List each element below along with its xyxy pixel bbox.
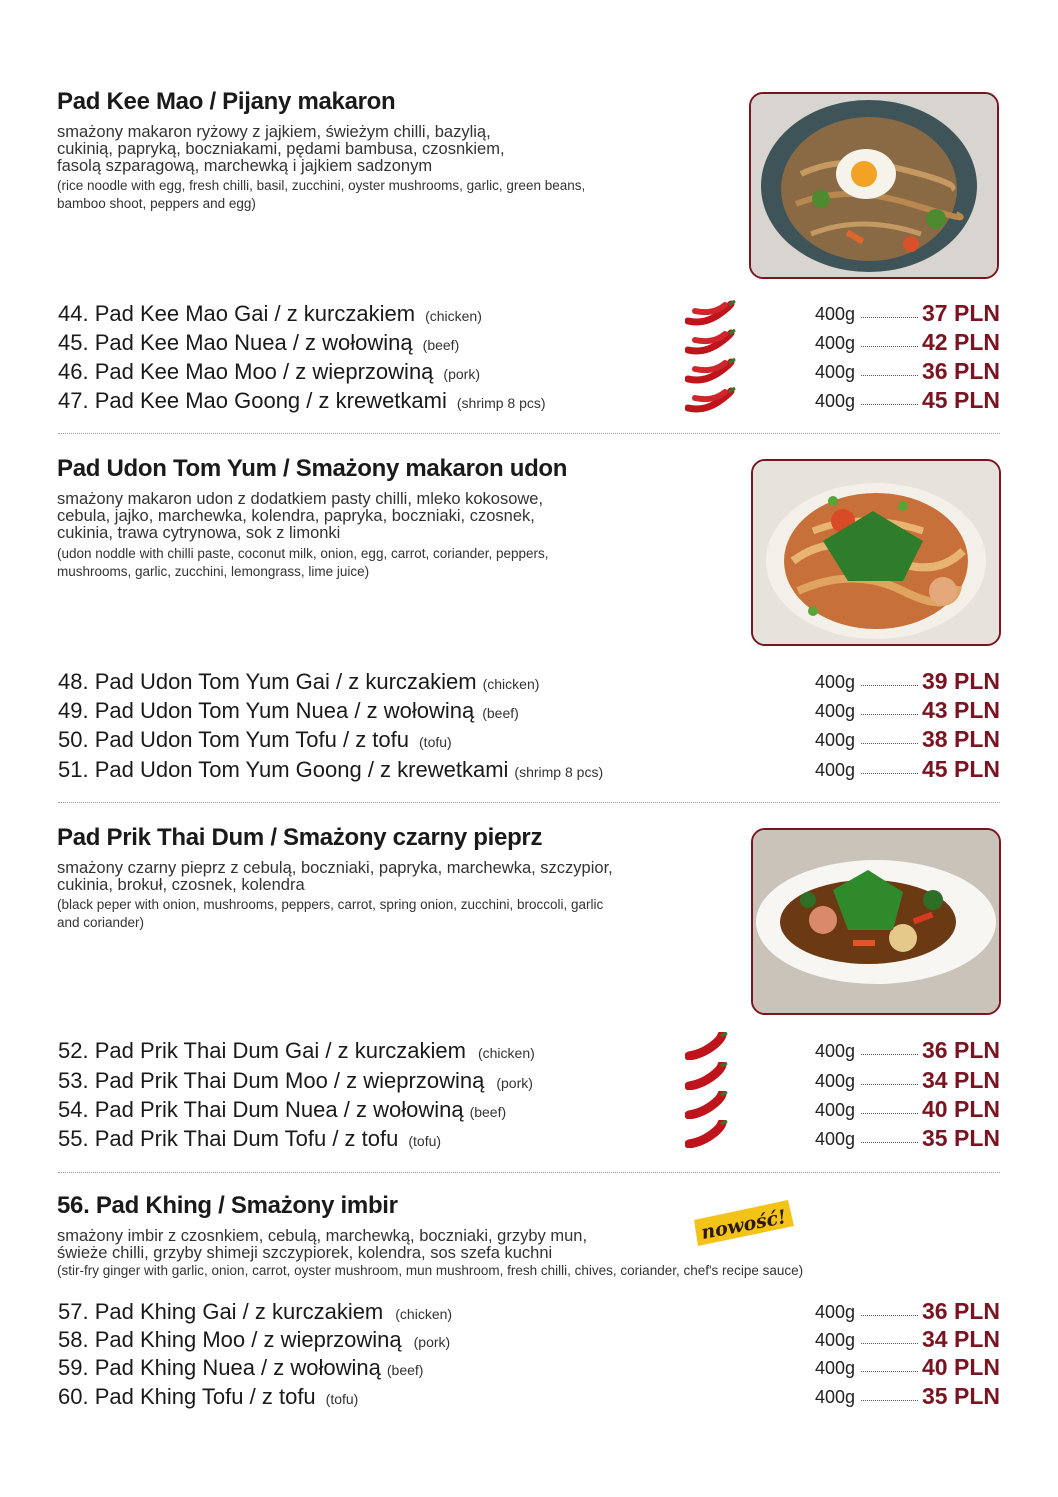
chilli-icon — [685, 357, 737, 385]
description-line: smażony imbir z czosnkiem, cebulą, marchewką, boczniaki, grzyby mun, — [57, 1227, 588, 1245]
description-line: cukinia, trawa cytrynowa, sok z limonki — [57, 524, 341, 542]
leader-dots — [861, 1054, 918, 1055]
dish-photo-pad-kee-mao — [749, 92, 999, 279]
leader-dots — [861, 404, 918, 405]
chilli-icon — [685, 1062, 729, 1090]
description-line: fasolą szparagową, marchewką i jajkiem sadzonym — [57, 157, 433, 175]
item-name: 49. Pad Udon Tom Yum Nuea / z wołowiną (beef) — [58, 698, 519, 723]
item-weight: 400g — [815, 1330, 856, 1350]
section-divider — [58, 802, 1000, 803]
item-weight: 400g — [815, 333, 856, 353]
item-name: 57. Pad Khing Gai / z kurczakiem (chicken) — [58, 1299, 453, 1324]
section-title: Pad Kee Mao / Pijany makaron — [57, 88, 396, 115]
item-weight: 400g — [815, 1100, 856, 1120]
leader-dots — [861, 743, 918, 744]
item-price: 35 PLN — [922, 1383, 1000, 1409]
item-price: 39 PLN — [922, 668, 1000, 694]
menu-item[interactable] — [0, 667, 1058, 696]
item-name-en: (chicken) — [395, 1306, 453, 1322]
leader-dots — [861, 375, 918, 376]
item-name-en: (beef) — [386, 1362, 424, 1378]
item-name: 47. Pad Kee Mao Goong / z krewetkami (shrimp 8 pcs) — [58, 388, 546, 413]
item-name-en: (chicken) — [477, 1045, 535, 1061]
item-name: 45. Pad Kee Mao Nuea / z wołowiną (beef) — [58, 330, 460, 355]
chilli-icon — [685, 1120, 729, 1148]
item-price: 42 PLN — [922, 329, 1000, 355]
item-name-en: (beef) — [482, 705, 519, 721]
menu-item[interactable] — [0, 299, 1058, 328]
menu-item[interactable] — [0, 1297, 1058, 1326]
item-name: 58. Pad Khing Moo / z wieprzowiną (pork) — [58, 1327, 451, 1352]
item-price: 40 PLN — [922, 1096, 1000, 1122]
item-name: 54. Pad Prik Thai Dum Nuea / z wołowiną (beef) — [58, 1097, 507, 1122]
menu-item[interactable] — [0, 1066, 1058, 1095]
item-weight: 400g — [815, 730, 856, 750]
item-name: 59. Pad Khing Nuea / z wołowiną (beef) — [58, 1355, 424, 1380]
leader-dots — [861, 714, 918, 715]
description-line: (black peper with onion, mushrooms, peppers, carrot, spring onion, zucchini, broccoli, garlic — [57, 897, 604, 912]
leader-dots — [861, 1400, 918, 1401]
item-price: 36 PLN — [922, 358, 1000, 384]
new-badge-label: nowość! — [699, 1206, 789, 1245]
description-line: cukinią, papryką, boczniakami, pędami bambusa, czosnkiem, — [57, 140, 505, 158]
item-name: 44. Pad Kee Mao Gai / z kurczakiem (chicken) — [58, 301, 482, 326]
item-name-en: (tofu) — [419, 734, 452, 750]
item-weight: 400g — [815, 304, 856, 324]
description-line: (rice noodle with egg, fresh chilli, basil, zucchini, oyster mushrooms, garlic, green beans, — [57, 178, 586, 193]
chilli-icon — [685, 299, 737, 327]
item-weight: 400g — [815, 672, 856, 692]
description-line: smażony makaron ryżowy z jajkiem, świeżym chilli, bazylią, — [57, 123, 491, 141]
menu-item[interactable] — [0, 386, 1058, 415]
item-name-en: (chicken) — [482, 676, 540, 692]
item-price: 45 PLN — [922, 387, 1000, 413]
menu-item[interactable] — [0, 725, 1058, 754]
section-divider — [58, 1172, 1000, 1173]
item-name-en: (shrimp 8 pcs) — [456, 395, 546, 411]
item-price: 40 PLN — [922, 1354, 1000, 1380]
description-line: cebula, jajko, marchewka, kolendra, papryka, boczniaki, czosnek, — [57, 507, 535, 525]
item-weight: 400g — [815, 1129, 856, 1149]
item-name: 53. Pad Prik Thai Dum Moo / z wieprzowiną (pork) — [58, 1068, 533, 1093]
dish-photo-pad-prik-thai-dum — [751, 828, 1001, 1015]
leader-dots — [861, 1113, 918, 1114]
description-line: bamboo shoot, peppers and egg) — [57, 196, 256, 211]
item-weight: 400g — [815, 760, 856, 780]
description-pl — [57, 1228, 587, 1262]
menu-item[interactable] — [0, 755, 1058, 784]
section-title: Pad Udon Tom Yum / Smażony makaron udon — [57, 455, 568, 482]
item-price: 45 PLN — [922, 756, 1000, 782]
menu-item[interactable] — [0, 1124, 1058, 1153]
menu-item[interactable] — [0, 1036, 1058, 1065]
leader-dots — [861, 317, 918, 318]
item-name-en: (beef) — [422, 337, 460, 353]
leader-dots — [861, 1084, 918, 1085]
item-name-en: (shrimp 8 pcs) — [514, 764, 604, 780]
item-price: 43 PLN — [922, 697, 1000, 723]
item-name: 60. Pad Khing Tofu / z tofu (tofu) — [58, 1384, 359, 1409]
item-name-en: (beef) — [469, 1104, 507, 1120]
item-weight: 400g — [815, 391, 856, 411]
item-name: 46. Pad Kee Mao Moo / z wieprzowiną (pork) — [58, 359, 480, 384]
chilli-icon — [685, 386, 737, 414]
item-name: 48. Pad Udon Tom Yum Gai / z kurczakiem (chicken) — [58, 669, 540, 694]
item-name-en: (tofu) — [325, 1391, 359, 1407]
description-line: (udon noddle with chilli paste, coconut milk, onion, egg, carrot, coriander, peppers, — [57, 546, 549, 561]
item-weight: 400g — [815, 1041, 856, 1061]
description-line: and coriander) — [57, 915, 145, 930]
item-price: 37 PLN — [922, 300, 1000, 326]
item-price: 36 PLN — [922, 1037, 1000, 1063]
dish-photo-pad-udon — [751, 459, 1001, 646]
item-weight: 400g — [815, 1071, 856, 1091]
leader-dots — [861, 773, 918, 774]
item-weight: 400g — [815, 701, 856, 721]
section-divider — [58, 433, 1000, 434]
menu-item[interactable] — [0, 357, 1058, 386]
description-en — [57, 177, 585, 213]
item-price: 38 PLN — [922, 726, 1000, 752]
item-name-en: (pork) — [443, 366, 480, 382]
chilli-icon — [685, 328, 737, 356]
menu-item[interactable] — [0, 1095, 1058, 1124]
description-line: cukinia, brokuł, czosnek, kolendra — [57, 876, 305, 894]
leader-dots — [861, 346, 918, 347]
description-en — [57, 545, 549, 581]
description-pl — [57, 860, 613, 894]
item-price: 35 PLN — [922, 1125, 1000, 1151]
menu-item[interactable] — [0, 328, 1058, 357]
description-pl — [57, 491, 543, 542]
description-line: mushrooms, garlic, zucchini, lemongrass, lime juice) — [57, 564, 370, 579]
section-title: 56. Pad Khing / Smażony imbir — [57, 1192, 398, 1219]
item-name-en: (chicken) — [425, 308, 482, 324]
description-line: (stir-fry ginger with garlic, onion, carrot, oyster mushroom, mun mushroom, fresh chilli, chives, coriander, chef's recipe sauce) — [57, 1263, 804, 1278]
item-weight: 400g — [815, 1358, 856, 1378]
new-badge — [688, 1198, 798, 1248]
description-en — [57, 1262, 803, 1280]
chilli-icon — [685, 1091, 729, 1119]
item-weight: 400g — [815, 1387, 856, 1407]
item-weight: 400g — [815, 362, 856, 382]
item-name: 52. Pad Prik Thai Dum Gai / z kurczakiem (chicken) — [58, 1038, 535, 1063]
item-price: 36 PLN — [922, 1298, 1000, 1324]
description-pl — [57, 124, 505, 175]
leader-dots — [861, 1315, 918, 1316]
description-line: świeże chilli, grzyby shimeji szczypiorek, kolendra, sos szefa kuchni — [57, 1244, 553, 1262]
leader-dots — [861, 1371, 918, 1372]
menu-item[interactable] — [0, 1382, 1058, 1411]
description-line: smażony makaron udon z dodatkiem pasty chilli, mleko kokosowe, — [57, 490, 544, 508]
chilli-icon — [685, 1032, 729, 1060]
leader-dots — [861, 1142, 918, 1143]
item-weight: 400g — [815, 1302, 856, 1322]
item-name-en: (pork) — [413, 1334, 451, 1350]
leader-dots — [861, 685, 918, 686]
section-title: Pad Prik Thai Dum / Smażony czarny pieprz — [57, 824, 543, 851]
item-price: 34 PLN — [922, 1326, 1000, 1352]
item-name-en: (pork) — [496, 1075, 533, 1091]
item-name: 55. Pad Prik Thai Dum Tofu / z tofu (tofu) — [58, 1126, 442, 1151]
description-line: smażony czarny pieprz z cebulą, boczniaki, papryka, marchewka, szczypior, — [57, 859, 613, 877]
description-en — [57, 896, 603, 932]
item-name: 50. Pad Udon Tom Yum Tofu / z tofu (tofu) — [58, 727, 452, 752]
menu-item[interactable] — [0, 1325, 1058, 1354]
item-name: 51. Pad Udon Tom Yum Goong / z krewetkami (shrimp 8 pcs) — [58, 757, 604, 782]
menu-item[interactable] — [0, 1353, 1058, 1382]
item-name-en: (tofu) — [408, 1133, 442, 1149]
item-price: 34 PLN — [922, 1067, 1000, 1093]
leader-dots — [861, 1343, 918, 1344]
menu-item[interactable] — [0, 696, 1058, 725]
